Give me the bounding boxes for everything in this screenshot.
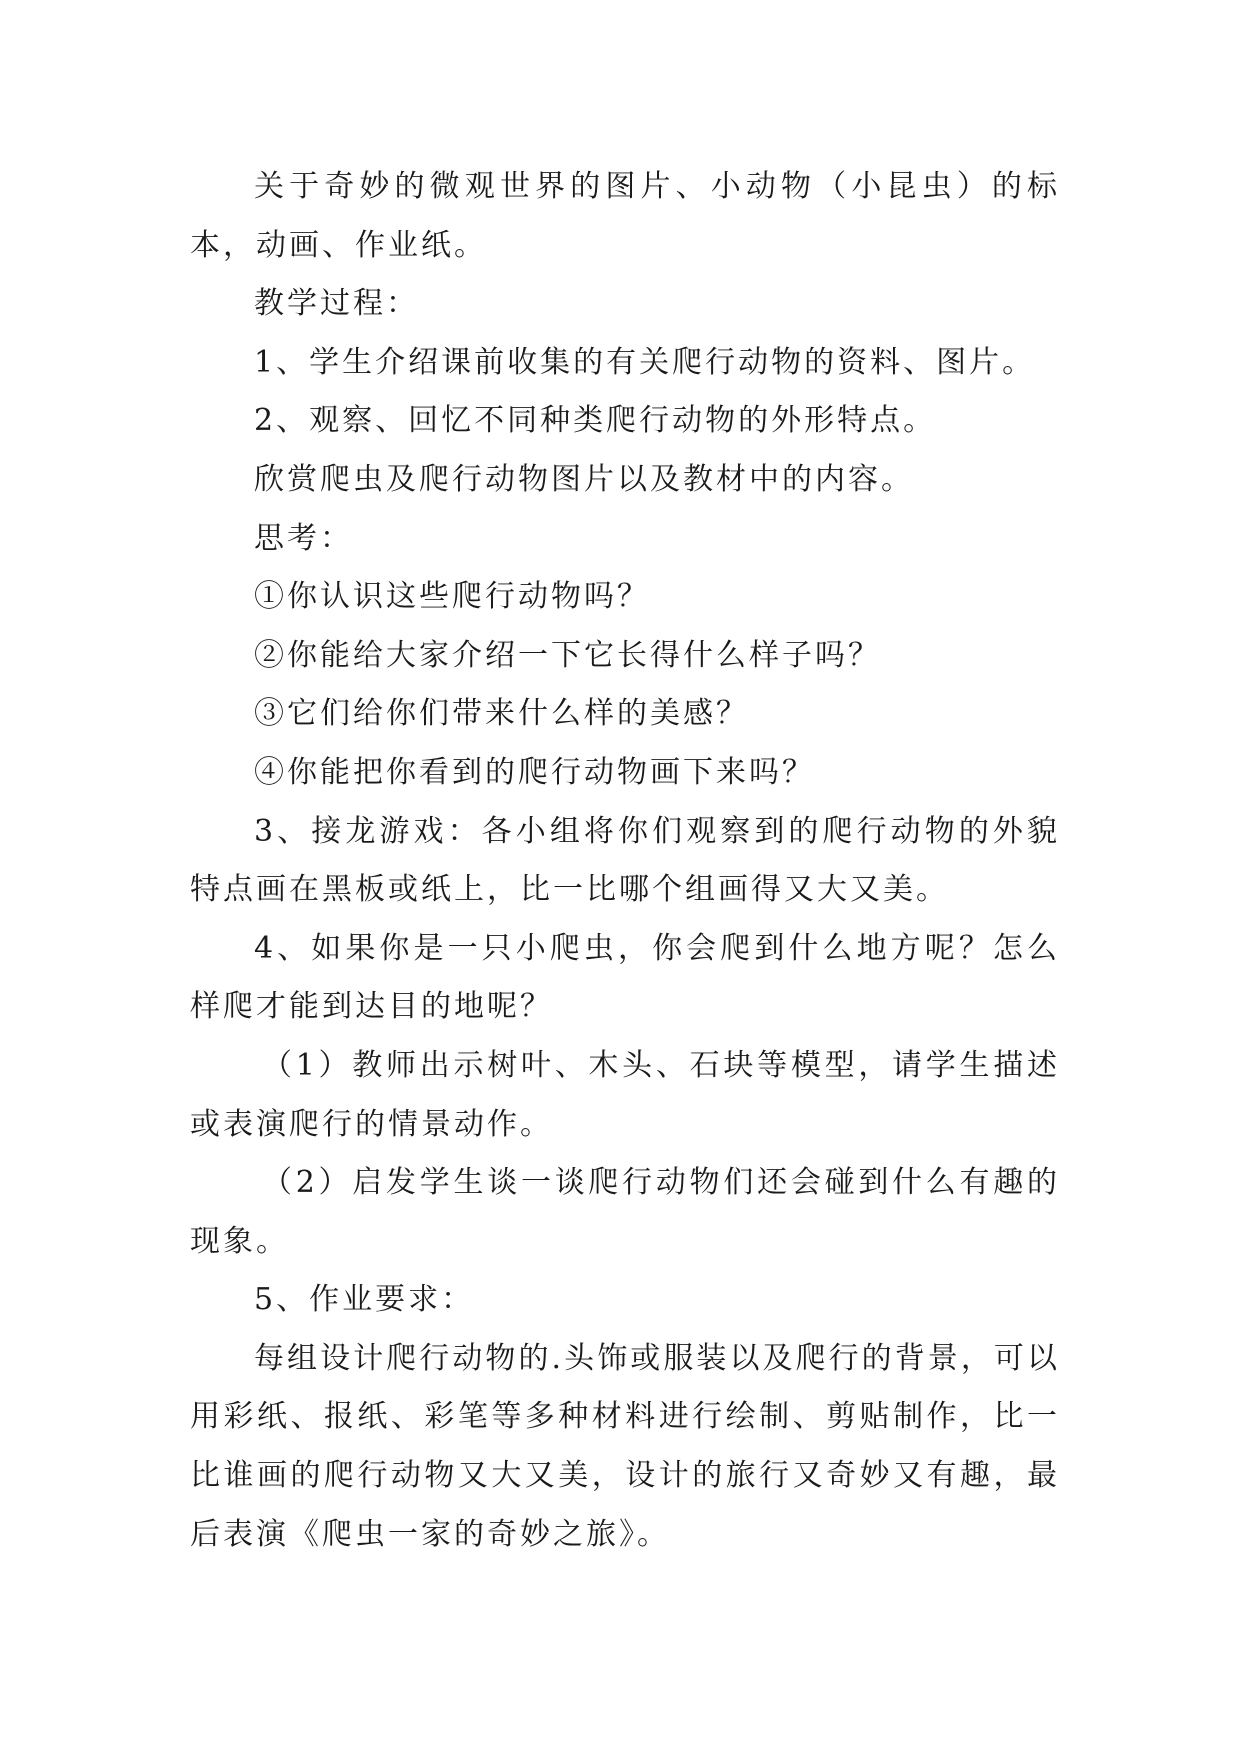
paragraph-step-4: 4、如果你是一只小爬虫，你会爬到什么地方呢？怎么样爬才能到达目的地呢？ (190, 930, 1060, 1025)
paragraph-question-2: ②你能给大家介绍一下它长得什么样子吗？ (254, 637, 881, 673)
paragraph-question-4: ④你能把你看到的爬行动物画下来吗？ (254, 754, 815, 790)
paragraph-think-heading: 思考： (254, 520, 353, 556)
paragraph-step-5: 5、作业要求： (254, 1282, 475, 1318)
paragraph-question-1: ①你认识这些爬行动物吗？ (254, 579, 650, 615)
paragraph-materials: 关于奇妙的微观世界的图片、小动物（小昆虫）的标本，动画、作业纸。 (190, 169, 1060, 263)
paragraph-process-heading: 教学过程： (254, 286, 419, 322)
paragraph-step-3: 3、接龙游戏：各小组将你们观察到的爬行动物的外貌特点画在黑板或纸上，比一比哪个组画得又大又美。 (190, 813, 1060, 908)
paragraph-sub-1: （1）教师出示树叶、木头、石块等模型，请学生描述或表演爬行的情景动作。 (190, 1047, 1060, 1142)
paragraph-step-1: 1、学生介绍课前收集的有关爬行动物的资料、图片。 (254, 344, 1036, 380)
paragraph-sub-2: （2）启发学生谈一谈爬行动物们还会碰到什么有趣的现象。 (190, 1165, 1060, 1259)
paragraph-appreciate: 欣赏爬虫及爬行动物图片以及教材中的内容。 (254, 461, 914, 497)
paragraph-question-3: ③它们给你们带来什么样的美感？ (254, 696, 749, 732)
document-body (190, 158, 1060, 1564)
paragraph-homework: 每组设计爬行动物的.头饰或服装以及爬行的背景，可以用彩纸、报纸、彩笔等多种材料进行绘制、剪贴制作，比一比谁画的爬行动物又大又美，设计的旅行又奇妙又有趣，最后表演《爬虫一家的奇妙之旅》。 (190, 1340, 1060, 1552)
paragraph-step-2: 2、观察、回忆不同种类爬行动物的外形特点。 (254, 403, 937, 439)
